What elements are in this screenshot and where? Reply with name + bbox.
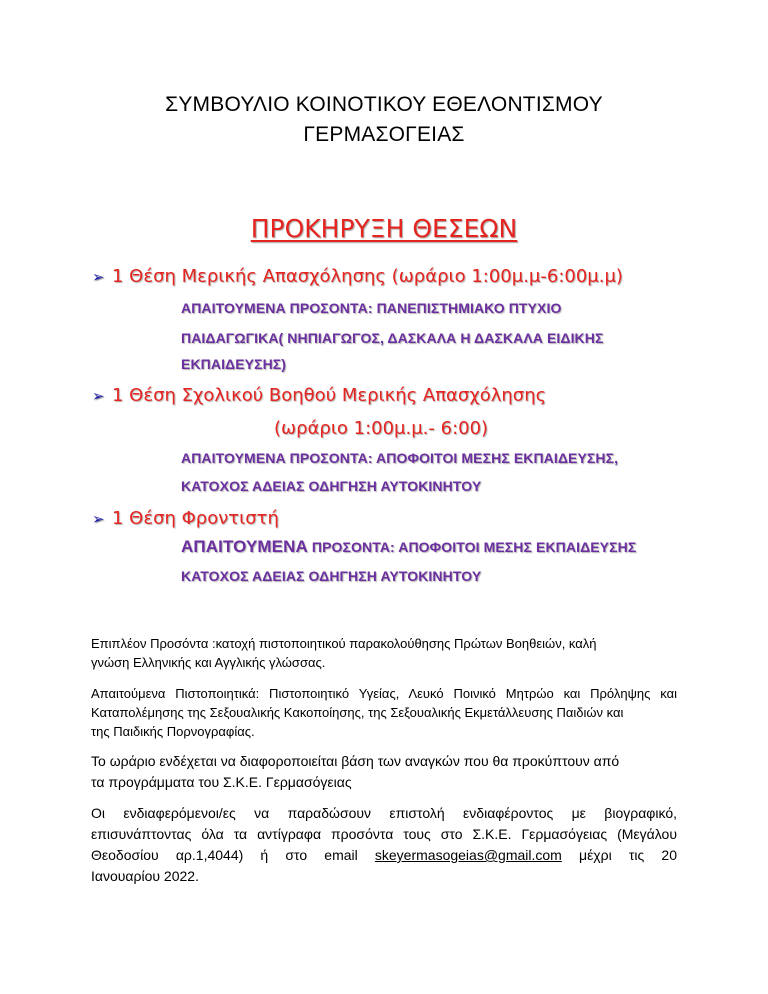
paragraph-line: Απαιτούμενα Πιστοποιητικά: Πιστοποιητικό Υγείας, Λευκό Ποινικό Μητρώο και Πρόληψης και — [91, 686, 677, 701]
paragraph-line — [91, 845, 677, 866]
requirement-line: ΚΑΤΟΧΟΣ ΑΔΕΙΑΣ ΟΔΗΓΗΣΗ ΑΥΤΟΚΙΝΗΤΟΥ — [181, 568, 482, 584]
position-title: 1 Θέση Σχολικού Βοηθού Μερικής Απασχόλησης — [112, 385, 547, 406]
email-link[interactable]: skeyermasogeias@gmail.com — [374, 847, 562, 863]
position-item-1 — [92, 266, 623, 287]
paragraph-line: επισυνάπτοντας όλα τα αντίγραφα προσόντα τους στο Σ.Κ.Ε. Γερμασόγειας (Μεγάλου — [91, 826, 677, 842]
paragraph-line: Ιανουαρίου 2022. — [91, 868, 199, 884]
arrow-bullet-icon: ➢ — [92, 268, 105, 286]
position-item-2 — [92, 385, 546, 406]
deadline-text: μέχρι τις 20 — [561, 847, 677, 863]
requirement-line: ΑΠΑΙΤΟΥΜΕΝΑ ΠΡΟΣΟΝΤΑ: ΠΑΝΕΠΙΣΤΗΜΙΑΚΟ ΠΤΥΧΙΟ — [181, 300, 562, 316]
announcement-heading: ΠΡΟΚΗΡΥΞΗ ΘΕΣΕΩΝ — [250, 214, 518, 243]
title-line-1: ΣΥΜΒΟΥΛΙΟ ΚΟΙΝΟΤΙΚΟΥ ΕΘΕΛΟΝΤΙΣΜΟΥ — [165, 93, 603, 116]
requirement-lead: ΑΠΑΙΤΟΥΜΕΝΑ — [181, 537, 308, 556]
document-title — [0, 90, 768, 150]
schedule-paragraph — [91, 751, 677, 793]
arrow-bullet-icon: ➢ — [92, 387, 105, 405]
certificates-paragraph — [91, 684, 677, 741]
position-item-3 — [92, 508, 279, 529]
requirement-rest: ΠΡΟΣΟΝΤΑ: ΑΠΟΦΟΙΤΟΙ ΜΕΣΗΣ ΕΚΠΑΙΔΕΥΣΗΣ — [307, 539, 637, 555]
position-subtitle: (ωράριο 1:00μ.μ.- 6:00) — [274, 418, 489, 439]
position-title: 1 Θέση Φροντιστή — [112, 508, 279, 529]
title-line-2: ΓΕΡΜΑΣΟΓΕΙΑΣ — [303, 123, 465, 146]
requirement-line: ΑΠΑΙΤΟΥΜΕΝΑ ΠΡΟΣΟΝΤΑ: ΑΠΟΦΟΙΤΟΙ ΜΕΣΗΣ ΕΚΠΑΙΔΕΥΣΗΣ, — [181, 450, 619, 466]
paragraph-line: Οι ενδιαφερόμενοι/ες να παραδώσουν επιστολή ενδιαφέροντος με βιογραφικό, — [91, 805, 677, 821]
position-title: 1 Θέση Μερικής Απασχόλησης (ωράριο 1:00μ.μ-6:00μ.μ) — [112, 266, 623, 287]
requirement-line: ΕΚΠΑΙΔΕΥΣΗΣ) — [181, 356, 287, 372]
paragraph-line: Επιπλέον Προσόντα :κατοχή πιστοποιητικού παρακολούθησης Πρώτων Βοηθειών, καλή — [91, 636, 597, 651]
requirement-line — [181, 537, 636, 557]
paragraph-line: Το ωράριο ενδέχεται να διαφοροποιείται βάση των αναγκών που θα προκύπτουν από — [91, 753, 620, 769]
paragraph-line: Καταπολέμησης της Σεξουαλικής Κακοποίησης, της Σεξουαλικής Εκμετάλλευσης Παιδιών και — [91, 705, 624, 720]
requirement-line: ΠΑΙΔΑΓΩΓΙΚΑ( ΝΗΠΙΑΓΩΓΟΣ, ΔΑΣΚΑΛΑ Η ΔΑΣΚΑΛΑ ΕΙΔΙΚΗΣ — [181, 330, 604, 346]
paragraph-line: γνώση Ελληνικής και Αγγλικής γλώσσας. — [91, 655, 326, 670]
address-text: Θεοδοσίου αρ.1,4044) ή στο email — [91, 847, 375, 863]
requirement-line: ΚΑΤΟΧΟΣ ΑΔΕΙΑΣ ΟΔΗΓΗΣΗ ΑΥΤΟΚΙΝΗΤΟΥ — [181, 478, 482, 494]
arrow-bullet-icon: ➢ — [92, 510, 105, 528]
application-paragraph — [91, 803, 677, 887]
paragraph-line: τα προγράμματα του Σ.Κ.Ε. Γερμασόγειας — [91, 774, 352, 790]
extra-qualifications-paragraph — [91, 634, 677, 672]
paragraph-line: της Παιδικής Πορνογραφίας. — [91, 724, 255, 739]
